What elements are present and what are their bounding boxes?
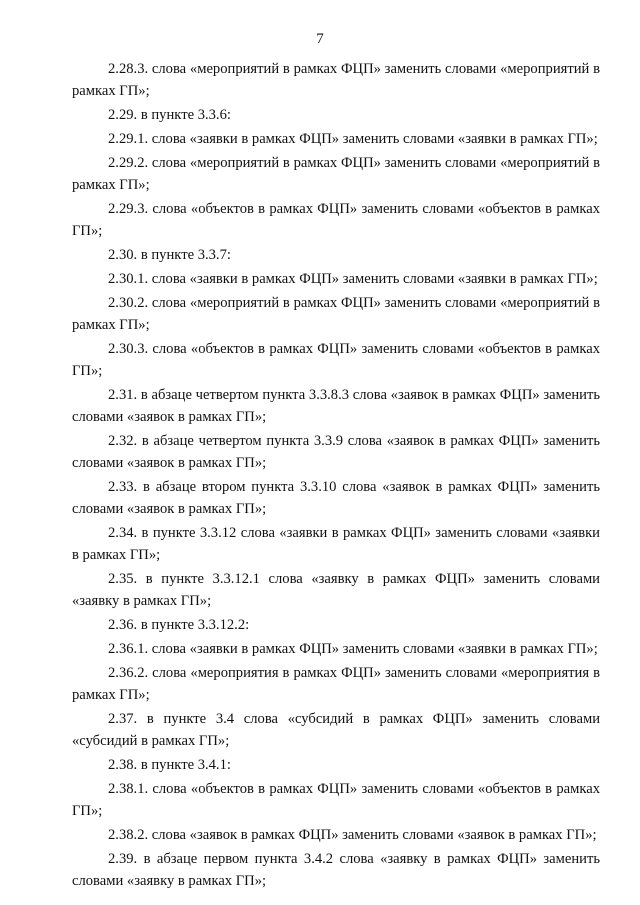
paragraph-2-38: 2.38. в пункте 3.4.1: [108,757,231,773]
paragraph-2-38-1: 2.38.1. слова «объектов в рамках ФЦП» заменить словами «объектов в рамках ГП»; [72,781,600,819]
page-number: 7 [316,31,324,47]
paragraph-2-39: 2.39. в абзаце первом пункта 3.4.2 слова «заявку в рамках ФЦП» заменить словами «заявку в рамках ГП»; [72,851,600,889]
paragraph-2-29-2: 2.29.2. слова «мероприятий в рамках ФЦП» заменить словами «мероприятий в рамках ГП»; [72,155,600,193]
paragraph-2-37: 2.37. в пункте 3.4 слова «субсидий в рамках ФЦП» заменить словами «субсидий в рамках ГП»; [72,711,600,749]
paragraph-2-28-3: 2.28.3. слова «мероприятий в рамках ФЦП» заменить словами «мероприятий в рамках ГП»; [72,61,600,99]
paragraph-2-36: 2.36. в пункте 3.3.12.2: [108,617,250,633]
paragraph-2-36-2: 2.36.2. слова «мероприятия в рамках ФЦП» заменить словами «мероприятия в рамках ГП»; [72,665,600,703]
paragraph-2-29-3: 2.29.3. слова «объектов в рамках ФЦП» заменить словами «объектов в рамках ГП»; [72,201,600,239]
paragraph-2-36-1: 2.36.1. слова «заявки в рамках ФЦП» заменить словами «заявки в рамках ГП»; [108,641,598,657]
paragraph-2-29: 2.29. в пункте 3.3.6: [108,107,231,123]
paragraph-2-35: 2.35. в пункте 3.3.12.1 слова «заявку в рамках ФЦП» заменить словами «заявку в рамках ГП»; [72,571,600,609]
paragraph-2-32: 2.32. в абзаце четвертом пункта 3.3.9 слова «заявок в рамках ФЦП» заменить словами «заявок в рамках ГП»; [72,433,600,471]
paragraph-2-34: 2.34. в пункте 3.3.12 слова «заявки в рамках ФЦП» заменить словами «заявки в рамках ГП»; [72,525,600,563]
paragraph-2-30-1: 2.30.1. слова «заявки в рамках ФЦП» заменить словами «заявки в рамках ГП»; [108,271,598,287]
paragraph-2-33: 2.33. в абзаце втором пункта 3.3.10 слова «заявок в рамках ФЦП» заменить словами «заявок в рамках ГП»; [72,479,600,517]
document-body [72,58,600,892]
paragraph-2-30-3: 2.30.3. слова «объектов в рамках ФЦП» заменить словами «объектов в рамках ГП»; [72,341,600,379]
paragraph-2-30-2: 2.30.2. слова «мероприятий в рамках ФЦП» заменить словами «мероприятий в рамках ГП»; [72,295,600,333]
paragraph-2-30: 2.30. в пункте 3.3.7: [108,247,231,263]
paragraph-2-31: 2.31. в абзаце четвертом пункта 3.3.8.3 слова «заявок в рамках ФЦП» заменить словами «заявок в рамках ГП»; [72,387,600,425]
paragraph-2-29-1: 2.29.1. слова «заявки в рамках ФЦП» заменить словами «заявки в рамках ГП»; [108,131,598,147]
paragraph-2-38-2: 2.38.2. слова «заявок в рамках ФЦП» заменить словами «заявок в рамках ГП»; [108,827,597,843]
